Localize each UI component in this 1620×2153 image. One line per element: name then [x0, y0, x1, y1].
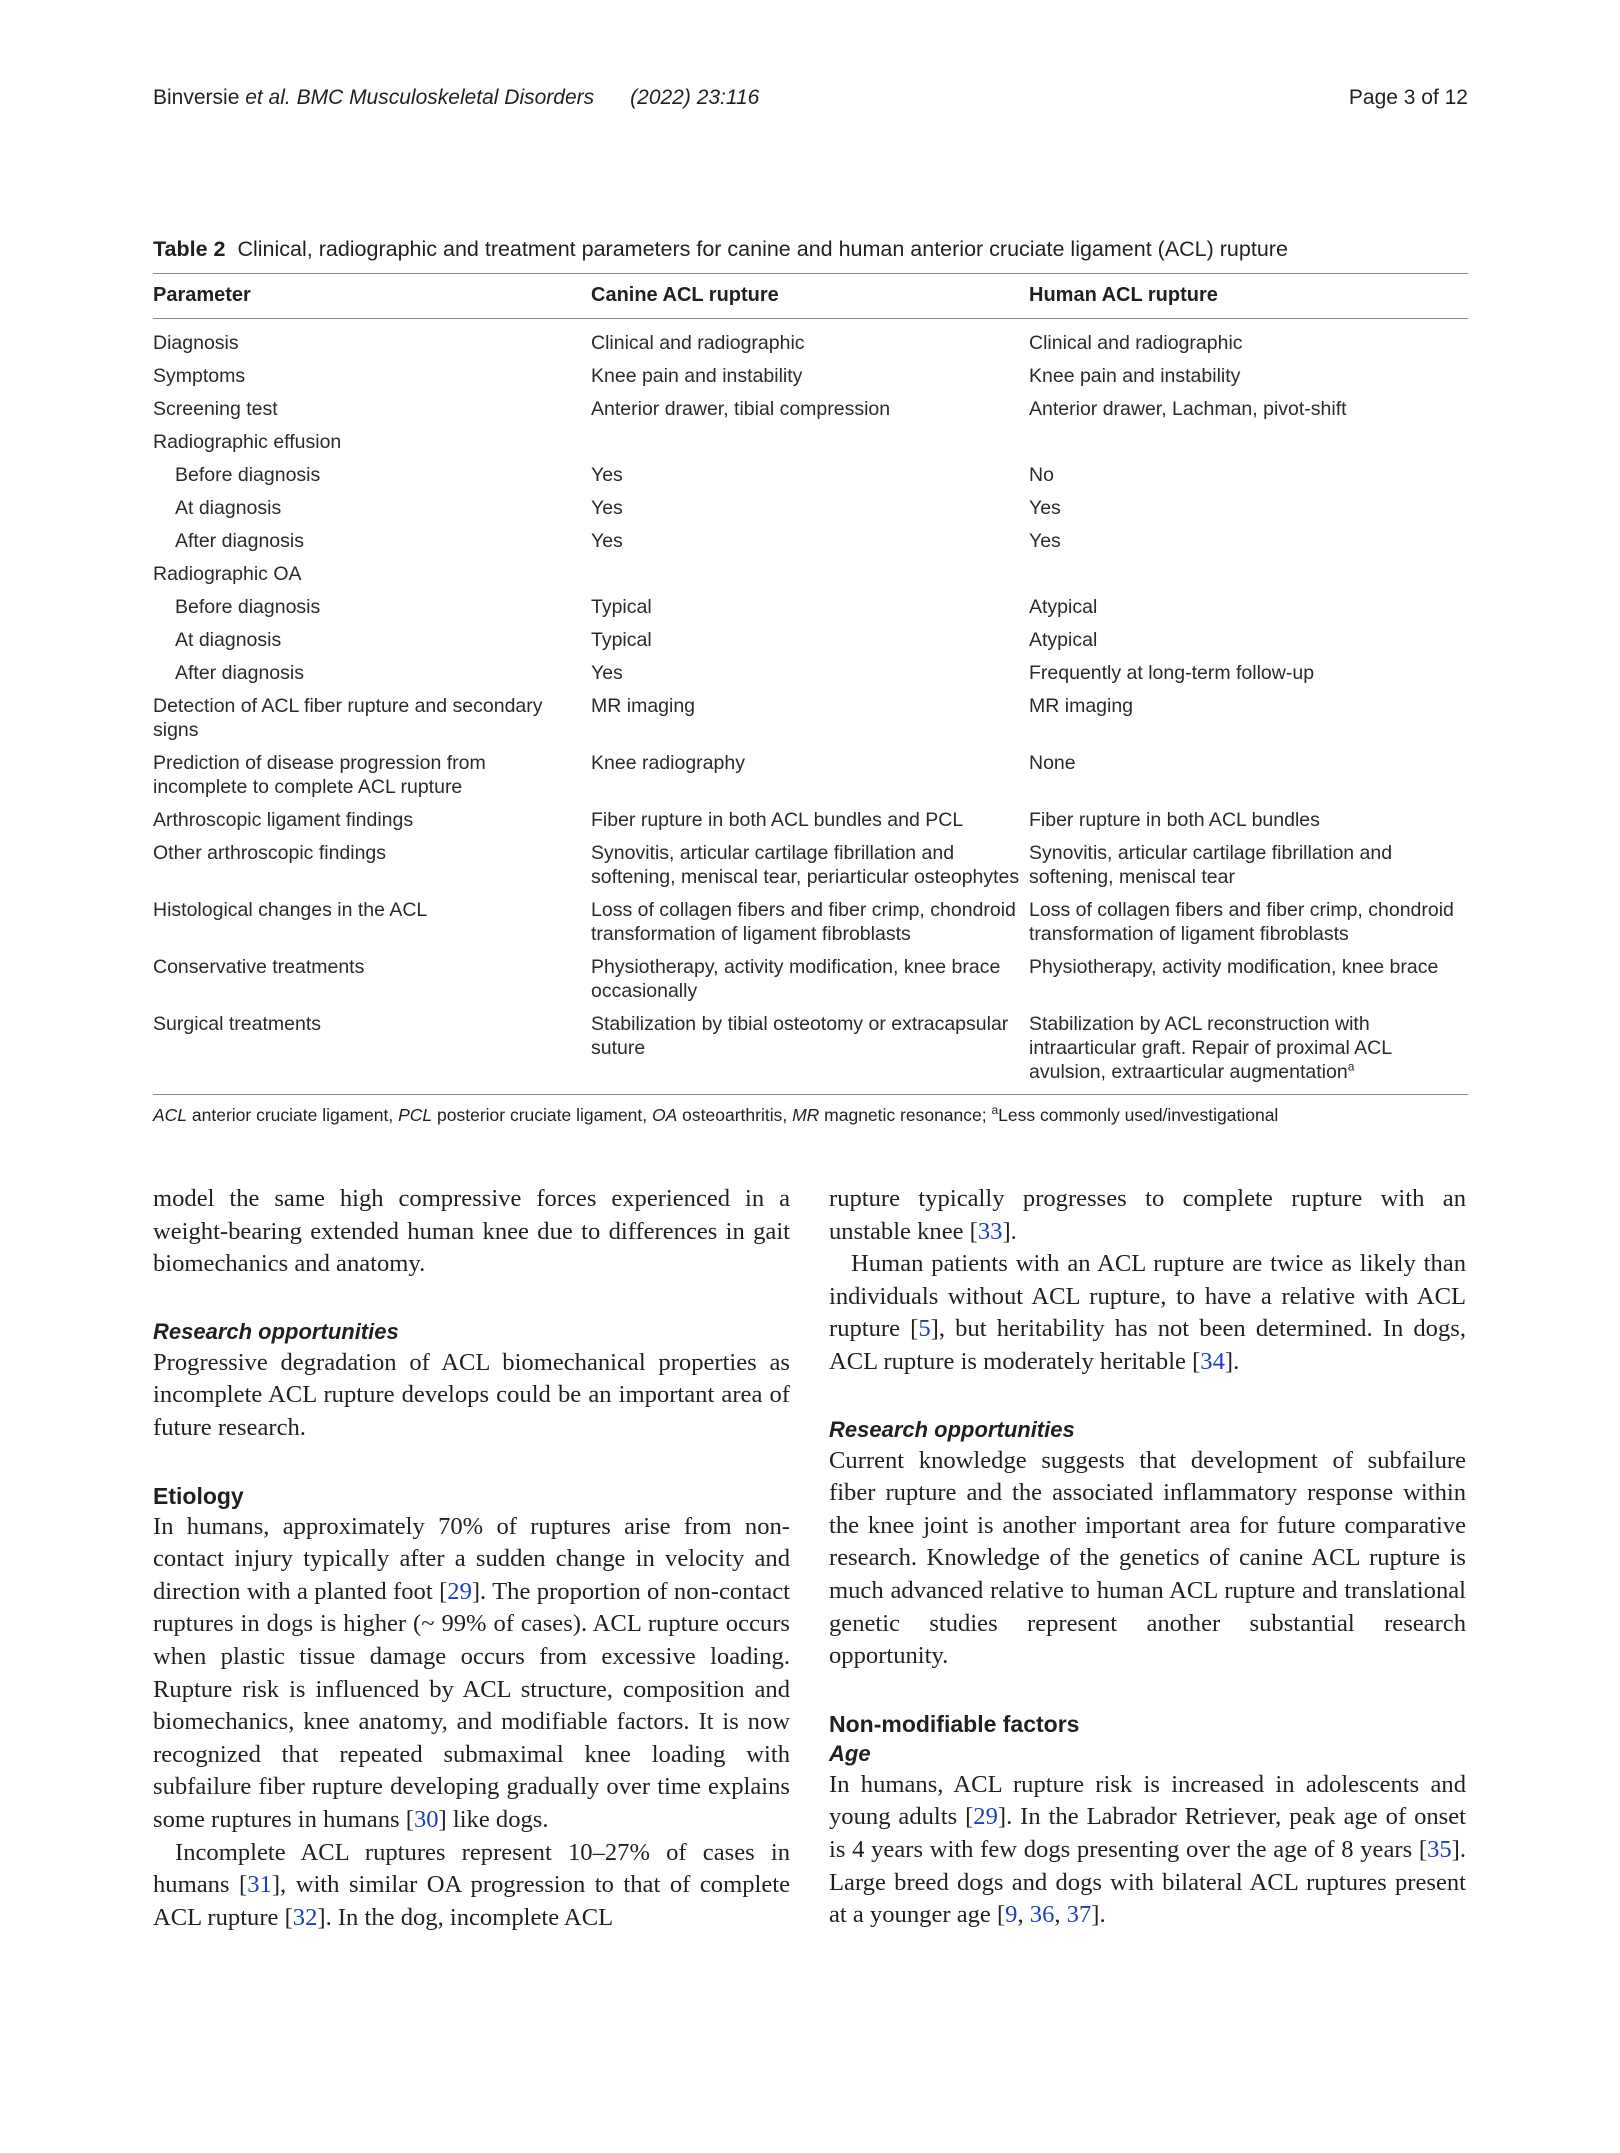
- cell-parameter: Prediction of disease progression from incomplete to complete ACL rupture: [153, 752, 486, 798]
- cell-parameter: At diagnosis: [175, 497, 282, 519]
- left-column: [153, 1183, 790, 1934]
- cell-parameter: After diagnosis: [175, 530, 304, 552]
- cell-human: MR imaging: [1029, 695, 1134, 717]
- cell-canine: Knee pain and instability: [591, 365, 803, 387]
- cell-canine: Knee radiography: [591, 752, 745, 774]
- citation-link[interactable]: 37: [1066, 1901, 1092, 1929]
- cell-parameter: Before diagnosis: [175, 596, 321, 618]
- cell-parameter: At diagnosis: [175, 629, 282, 651]
- cell-canine: [591, 561, 1029, 594]
- paragraph: In humans, approximately 70% of ruptures arise from non-contact injury typically after a sudden change in velocity and direction with a planted foot [29]. The proportion of non-contact ruptures in dogs is higher (~ 99% of cases). ACL rupture occurs when plastic tissue damage occurs from excessive loading. Rupture risk is influenced by ACL structure, composition and biomechanics, knee anatomy, and modifiable factors. It is now recognized that repeated submaximal knee loading with subfailure fiber rupture developing gradually over time explains some ruptures in humans [30] like dogs.: [153, 1512, 790, 1833]
- cell-canine: MR imaging: [591, 695, 696, 717]
- cell-human: Anterior drawer, Lachman, pivot-shift: [1029, 398, 1347, 420]
- table-2: [153, 235, 1468, 1127]
- table-row: [153, 693, 1468, 750]
- footnote-acl-abbr: ACL: [153, 1105, 188, 1125]
- table-label: Table 2: [153, 237, 226, 261]
- citation-link[interactable]: 34: [1200, 1347, 1225, 1375]
- footnote-marker: a: [1347, 1059, 1355, 1074]
- cell-human: Fiber rupture in both ACL bundles: [1029, 809, 1320, 831]
- paragraph: Progressive degradation of ACL biomechanical properties as incomplete ACL rupture develops could be an important area of future research.: [153, 1348, 790, 1441]
- cell-parameter: Screening test: [153, 398, 278, 420]
- paragraph: Current knowledge suggests that development of subfailure fiber rupture and the associated inflammatory response within the knee joint is another important area for future comparative research. Knowledge of the genetics of canine ACL rupture is much advanced relative to human ACL rupture and translational genetic studies represent another substantial research opportunity.: [829, 1446, 1466, 1670]
- table-row: [153, 528, 1468, 561]
- cell-canine: Yes: [591, 464, 623, 486]
- footnote-mr: magnetic resonance;: [819, 1105, 992, 1125]
- cell-human: Loss of collagen fibers and fiber crimp, chondroid transformation of ligament fibroblasts: [1029, 899, 1454, 945]
- footnote-sup: a: [991, 1103, 999, 1118]
- cell-human: None: [1029, 752, 1076, 774]
- cell-human: Clinical and radiographic: [1029, 332, 1243, 354]
- page-number: Page 3 of 12: [1348, 86, 1468, 109]
- table-row: [153, 594, 1468, 627]
- footnote-oa: osteoarthritis,: [677, 1105, 793, 1125]
- table-row: [153, 495, 1468, 528]
- cell-canine: [591, 429, 1029, 462]
- citation-link[interactable]: 32: [292, 1903, 318, 1931]
- footnote-pcl-abbr: PCL: [398, 1105, 433, 1125]
- paragraph: Human patients with an ACL rupture are twice as likely than individuals without ACL rupture, to have a relative with ACL rupture [5], but heritability has not been determined. In dogs, ACL rupture is moderately heritable [34].: [829, 1250, 1466, 1375]
- section-heading-research-opportunities: Research opportunities: [153, 1318, 399, 1344]
- cell-human: [1029, 429, 1468, 462]
- cell-parameter: Symptoms: [153, 365, 246, 387]
- cell-human: Atypical: [1029, 596, 1098, 618]
- citation-link[interactable]: 33: [977, 1217, 1003, 1245]
- column-header-parameter: Parameter: [153, 274, 591, 319]
- section-heading-research-opportunities: Research opportunities: [829, 1416, 1075, 1442]
- table-row: [153, 840, 1468, 897]
- running-header: [153, 86, 759, 110]
- footnote-mr-abbr: MR: [792, 1105, 820, 1125]
- table-row: [153, 627, 1468, 660]
- table-row: [153, 1011, 1468, 1095]
- table-row: [153, 954, 1468, 1011]
- citation-link[interactable]: 36: [1029, 1901, 1055, 1929]
- cell-human: No: [1029, 464, 1054, 486]
- table-row: [153, 561, 1468, 594]
- table-caption-text: Clinical, radiographic and treatment parameters for canine and human anterior cruciate ligament (ACL) rupture: [237, 237, 1288, 261]
- cell-human: Yes: [1029, 530, 1061, 552]
- paragraph: Incomplete ACL ruptures represent 10–27% of cases in humans [31], with similar OA progression to that of complete ACL rupture [32]. In the dog, incomplete ACL: [153, 1838, 790, 1931]
- cell-canine: Physiotherapy, activity modification, knee brace occasionally: [591, 956, 1001, 1002]
- table-row: [153, 319, 1468, 364]
- section-heading-non-modifiable-factors: Non-modifiable factors: [829, 1710, 1080, 1737]
- cell-human: Synovitis, articular cartilage fibrillation and softening, meniscal tear: [1029, 842, 1393, 888]
- column-header-human: Human ACL rupture: [1029, 274, 1468, 319]
- footnote-pcl: posterior cruciate ligament,: [432, 1105, 652, 1125]
- cell-human: Stabilization by ACL reconstruction with intraarticular graft. Repair of proximal ACL avulsion, extraarticular augmentation$^a$: [1029, 1013, 1392, 1083]
- table-row: [153, 897, 1468, 954]
- header-authors: Binversie: [153, 86, 246, 109]
- table-row: [153, 396, 1468, 429]
- cell-canine: Synovitis, articular cartilage fibrillation and softening, meniscal tear, periarticular osteophytes: [591, 842, 1020, 888]
- cell-human: Yes: [1029, 497, 1061, 519]
- cell-parameter: Histological changes in the ACL: [153, 899, 428, 921]
- table-row: [153, 807, 1468, 840]
- paragraph: In humans, ACL rupture risk is increased in adolescents and young adults [29]. In the Labrador Retriever, peak age of onset is 4 years with few dogs presenting over the age of 8 years [35]. Large breed dogs and dogs with bilateral ACL ruptures present at a younger age [9, 36, 37].: [829, 1770, 1466, 1929]
- paragraph: rupture typically progresses to complete rupture with an unstable knee [33].: [829, 1185, 1466, 1245]
- column-header-canine: Canine ACL rupture: [591, 274, 1029, 319]
- right-column: [829, 1183, 1466, 1932]
- table-header-row: [153, 274, 1468, 319]
- parameters-table: [153, 273, 1468, 1095]
- cell-parameter: Diagnosis: [153, 332, 239, 354]
- footnote-oa-abbr: OA: [652, 1105, 678, 1125]
- cell-canine: Stabilization by tibial osteotomy or extracapsular suture: [591, 1013, 1009, 1059]
- footnote-note: Less commonly used/investigational: [998, 1105, 1279, 1125]
- cell-parameter: Radiographic OA: [153, 563, 302, 585]
- citation-link[interactable]: 9: [1005, 1901, 1018, 1929]
- cell-human: Frequently at long-term follow-up: [1029, 662, 1315, 684]
- table-caption: [153, 235, 1468, 263]
- cell-canine: Yes: [591, 662, 623, 684]
- cell-parameter: Conservative treatments: [153, 956, 365, 978]
- cell-parameter: After diagnosis: [175, 662, 304, 684]
- citation-link[interactable]: 29: [973, 1803, 998, 1831]
- paragraph: model the same high compressive forces experienced in a weight-bearing extended human knee due to differences in gait biomechanics and anatomy.: [153, 1185, 790, 1278]
- cell-canine: Fiber rupture in both ACL bundles and PCL: [591, 809, 964, 831]
- cell-parameter: Surgical treatments: [153, 1013, 321, 1035]
- table-row: [153, 429, 1468, 462]
- cell-parameter: Before diagnosis: [175, 464, 321, 486]
- table-row: [153, 660, 1468, 693]
- cell-canine: Typical: [591, 596, 652, 618]
- table-row: [153, 462, 1468, 495]
- citation-link[interactable]: 30: [413, 1805, 439, 1833]
- cell-human: Knee pain and instability: [1029, 365, 1241, 387]
- footnote-acl: anterior cruciate ligament,: [187, 1105, 399, 1125]
- citation-link[interactable]: 5: [918, 1315, 931, 1343]
- cell-canine: Yes: [591, 497, 623, 519]
- citation-link[interactable]: 29: [447, 1577, 472, 1605]
- cell-parameter: Radiographic effusion: [153, 431, 342, 453]
- cell-parameter: Other arthroscopic findings: [153, 842, 387, 864]
- table-row: [153, 363, 1468, 396]
- cell-canine: Loss of collagen fibers and fiber crimp, chondroid transformation of ligament fibroblasts: [591, 899, 1016, 945]
- cell-canine: Clinical and radiographic: [591, 332, 805, 354]
- cell-human: [1029, 561, 1468, 594]
- cell-human: Atypical: [1029, 629, 1098, 651]
- citation-link[interactable]: 31: [247, 1871, 272, 1899]
- cell-canine: Yes: [591, 530, 623, 552]
- table-row: [153, 750, 1468, 807]
- citation-link[interactable]: 35: [1427, 1835, 1452, 1863]
- header-year: (2022) 23:116: [630, 86, 760, 109]
- cell-parameter: Arthroscopic ligament findings: [153, 809, 414, 831]
- cell-parameter: Detection of ACL fiber rupture and secondary signs: [153, 695, 543, 741]
- cell-human: Physiotherapy, activity modification, knee brace: [1029, 956, 1439, 978]
- table-footnote: [153, 1103, 1468, 1127]
- cell-canine: Anterior drawer, tibial compression: [591, 398, 891, 420]
- header-journal: et al. BMC Musculoskeletal Disorders: [245, 86, 595, 109]
- cell-canine: Typical: [591, 629, 652, 651]
- section-heading-age: Age: [829, 1740, 871, 1766]
- section-heading-etiology: Etiology: [153, 1482, 244, 1509]
